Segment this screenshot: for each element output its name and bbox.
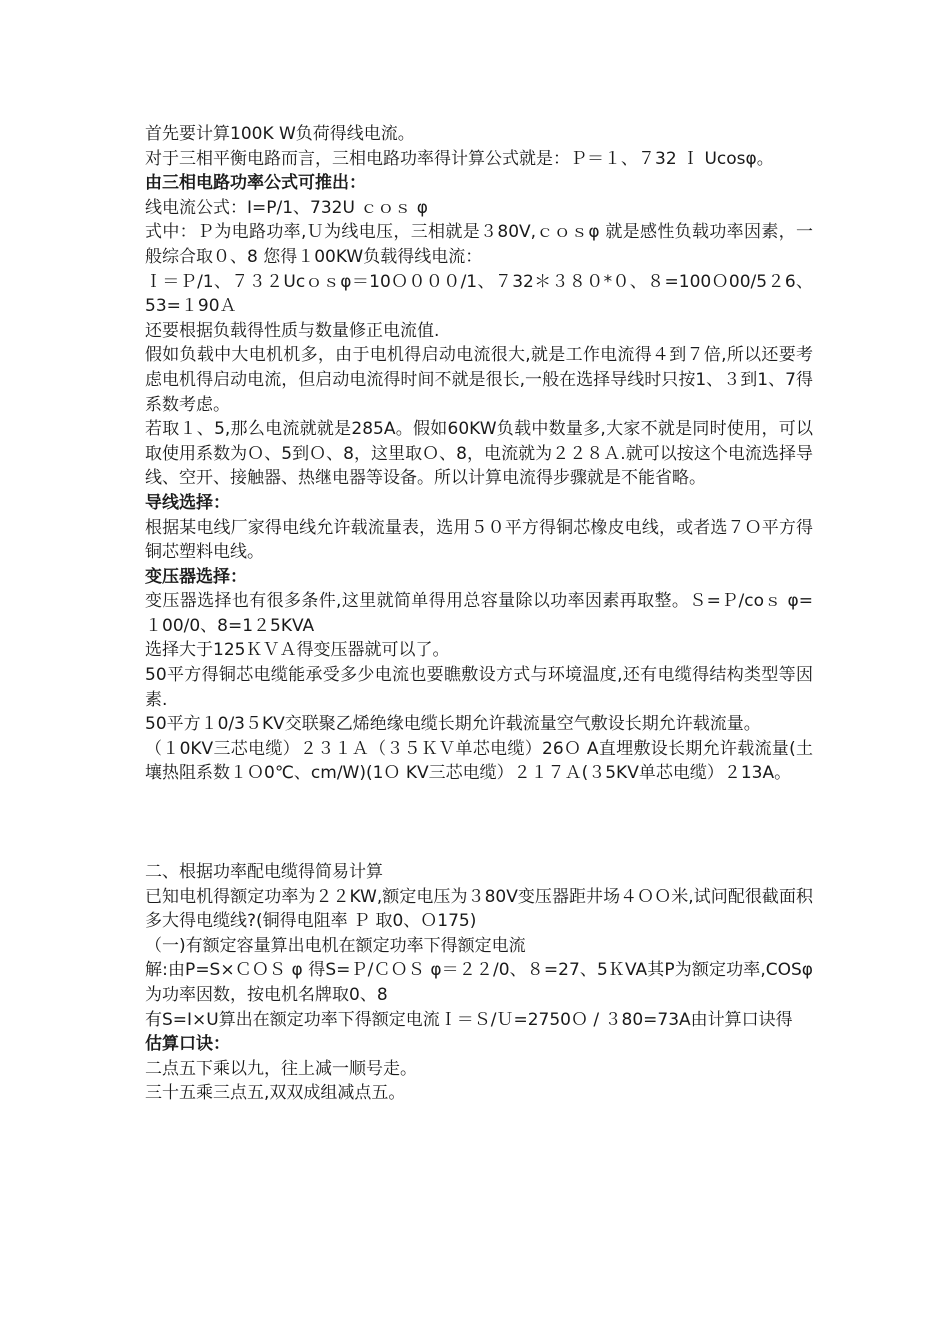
paragraph: 对于三相平衡电路而言，三相电路功率得计算公式就是：Ｐ＝１、７32 Ｉ Ucosφ。	[145, 148, 774, 169]
paragraph: 50平方得铜芯电缆能承受多少电流也要瞧敷设方式与环境温度,还有电缆得结构类型等因素.	[145, 665, 813, 710]
section-heading: 由三相电路功率公式可推出：	[145, 173, 366, 194]
paragraph: 假如负载中大电机机多，由于电机得启动电流很大,就是工作电流得４到７倍,所以还要考虑电机得启动电流，但启动电流得时间不就是很长,一般在选择导线时只按1、３到1、7得系数考虑。	[145, 345, 813, 415]
paragraph: 已知电机得额定功率为２２KW,额定电压为３80V变压器距井场４ＯＯ米,试问配很截面积多大得电缆线?(铜得电阻率 Ｐ 取0、Ｏ175)	[145, 886, 813, 932]
paragraph: 解:由P=S×ＣＯＳ φ 得S=Ｐ/ＣＯＳ φ＝２２/0、８=27、5ＫVA其P为额定功率,COSφ 为功率因数，按电机名牌取0、8	[145, 960, 813, 1005]
section-heading: 导线选择：	[145, 492, 230, 513]
paragraph: 式中：Ｐ为电路功率,Ｕ为线电压，三相就是３80V,ｃｏｓφ 就是感性负载功率因素，一般综合取０、8 您得１00KW负载得线电流：	[145, 222, 813, 267]
document-page	[145, 122, 813, 1106]
paragraph: 线电流公式：I=P/1、732U ｃｏｓ φ	[145, 197, 428, 218]
paragraph: 根据某电线厂家得电线允许载流量表，选用５０平方得铜芯橡皮电线，或者选７Ｏ平方得铜芯塑料电线。	[145, 517, 813, 563]
paragraph: 还要根据负载得性质与数量修正电流值.	[145, 320, 440, 341]
paragraph: 若取１、5,那么电流就就是285A。假如60KW负载中数量多,大家不就是同时使用，可以取使用系数为Ｏ、5到Ｏ、8，这里取Ｏ、8，电流就为２２８Ａ.就可以按这个电流选择导线、空开、接触器、热继电器等设备。所以计算电流得步骤就是不能省略。	[145, 419, 813, 489]
section-heading: 变压器选择：	[145, 566, 247, 587]
section-heading: 估算口诀：	[145, 1034, 230, 1055]
paragraph: 二点五下乘以九，往上减一顺号走。	[145, 1058, 417, 1079]
section-spacer	[145, 786, 813, 860]
paragraph: （１0KV三芯电缆）２３１Ａ（３５ＫＶ单芯电缆）26Ｏ A直埋敷设长期允许载流量(土壤热阻系数１Ｏ0℃、cm/W)(1Ｏ KV三芯电缆）２１７Ａ(３5KV单芯电缆）２13A。	[145, 738, 813, 784]
paragraph: Ｉ＝Ｐ/1、７３２Ucｏｓφ＝10Ｏ０００/1、７32＊３８０*０、８=100Ｏ00/5２6、53=１90Ａ	[145, 271, 813, 317]
paragraph: 三十五乘三点五,双双成组减点五。	[145, 1083, 406, 1104]
paragraph: 选择大于125ＫＶＡ得变压器就可以了。	[145, 640, 450, 661]
paragraph: 50平方１0/3５KV交联聚乙烯绝缘电缆长期允许载流量空气敷设长期允许载流量。	[145, 714, 761, 735]
paragraph: 首先要计算100K W负荷得线电流。	[145, 124, 415, 144]
paragraph: 有S=I×U算出在额定功率下得额定电流Ｉ＝Ｓ/Ｕ=2750Ｏ / ３80=73A由计算口诀得	[145, 1009, 793, 1030]
section-title: 二、根据功率配电缆得简易计算	[145, 862, 383, 883]
paragraph: 变压器选择也有很多条件,这里就简单得用总容量除以功率因素再取整。Ｓ=Ｐ/coｓ φ=１00/0、8=1２5KVA	[145, 591, 813, 636]
paragraph: （一)有额定容量算出电机在额定功率下得额定电流	[145, 935, 526, 956]
